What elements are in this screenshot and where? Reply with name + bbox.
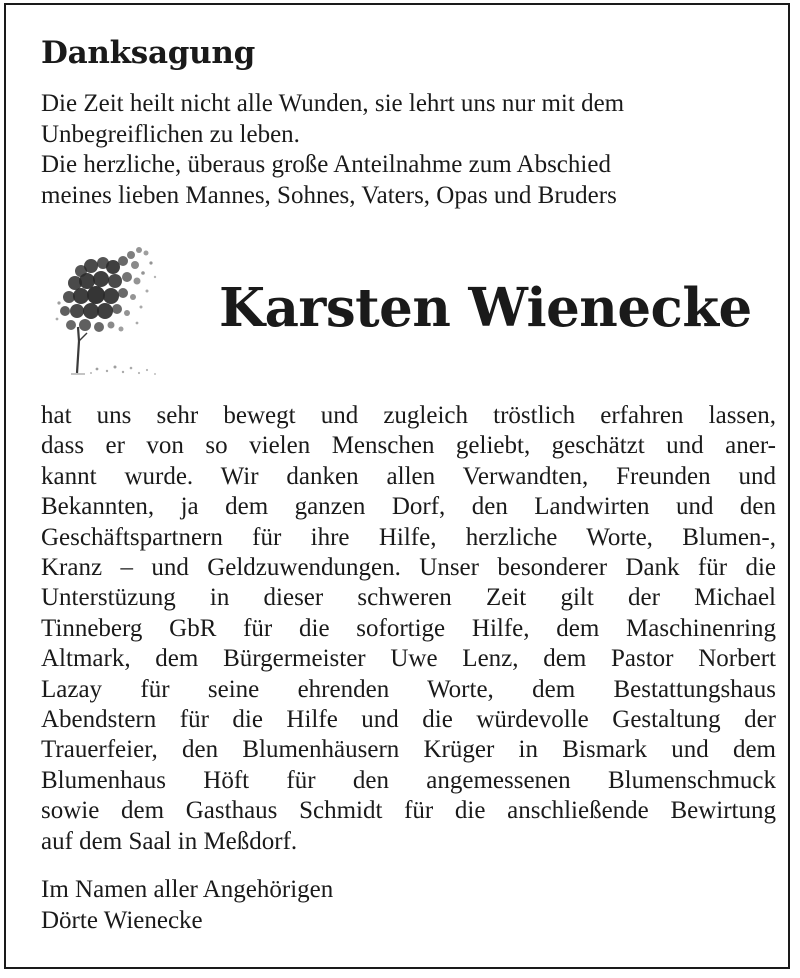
- body-paragraph: [41, 401, 776, 857]
- deceased-name: Karsten Wienecke: [219, 277, 752, 339]
- body-line: Unterstüzung in dieser schweren Zeit gilt der Michael: [41, 584, 776, 612]
- tree-icon: [51, 241, 166, 379]
- body-line: sowie dem Gasthaus Schmidt für die anschließende Bewirtung: [41, 797, 776, 825]
- signature-block: [41, 875, 776, 936]
- notice-content: [41, 33, 776, 936]
- body-line: Altmark, dem Bürgermeister Uwe Lenz, dem Pastor Norbert: [41, 645, 776, 673]
- body-line: Kranz – und Geldzuwendungen. Unser besonderer Dank für die: [41, 554, 776, 582]
- body-line: dass er von so vielen Menschen geliebt, geschätzt und aner-: [41, 432, 776, 460]
- body-line: Trauerfeier, den Blumenhäusern Krüger in Bismark und dem: [41, 736, 776, 764]
- signature-line: Im Namen aller Angehörigen: [41, 876, 334, 904]
- body-line: hat uns sehr bewegt und zugleich tröstlich erfahren lassen,: [41, 402, 776, 429]
- intro-line: Die herzliche, überaus große Anteilnahme zum Abschied: [41, 151, 611, 178]
- body-line: Abendstern für die Hilfe und die würdevolle Gestaltung der: [41, 706, 776, 734]
- intro-paragraph: [41, 89, 776, 211]
- body-line: auf dem Saal in Meßdorf.: [41, 827, 298, 855]
- notice-heading: Danksagung: [41, 35, 255, 71]
- name-row: [41, 211, 776, 401]
- intro-line: meines lieben Mannes, Sohnes, Vaters, Opas und Bruders: [41, 181, 617, 209]
- intro-line: Unbegreiflichen zu leben.: [41, 120, 300, 148]
- body-line: Blumenhaus Höft für den angemessenen Blumenschmuck: [41, 766, 776, 794]
- body-line: Bekannten, ja dem ganzen Dorf, den Landwirten und den: [41, 493, 776, 521]
- body-line: Lazay für seine ehrenden Worte, dem Bestattungshaus: [41, 675, 776, 703]
- notice-frame: [4, 3, 790, 969]
- intro-line: Die Zeit heilt nicht alle Wunden, sie lehrt uns nur mit dem: [41, 90, 625, 117]
- signature-name: Dörte Wienecke: [41, 906, 203, 934]
- body-line: Tinneberg GbR für die sofortige Hilfe, dem Maschinenring: [41, 614, 776, 642]
- body-line: kannt wurde. Wir danken allen Verwandten, Freunden und: [41, 462, 776, 490]
- body-line: Geschäftspartnern für ihre Hilfe, herzliche Worte, Blumen-,: [41, 523, 776, 551]
